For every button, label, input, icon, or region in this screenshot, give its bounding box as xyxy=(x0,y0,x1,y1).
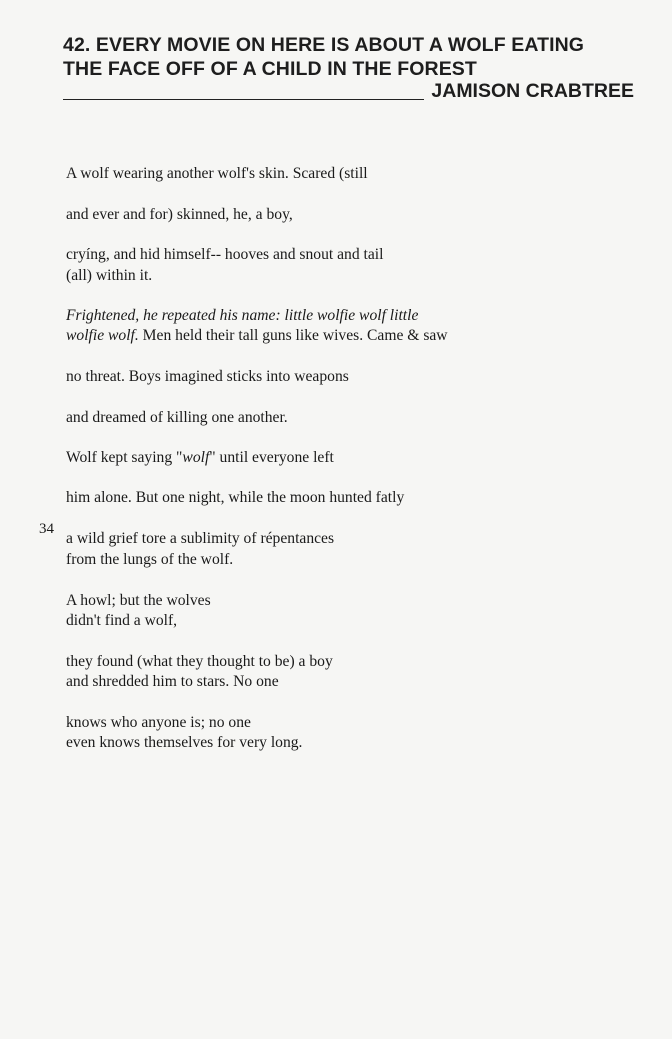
poem-line: even knows themselves for very long. xyxy=(66,734,303,751)
poem-line xyxy=(66,448,334,468)
show-through-bleed xyxy=(380,150,381,151)
poem-line-roman: Men held their tall guns like wives. Came & saw xyxy=(138,327,448,344)
poem-line: didn't find a wolf, xyxy=(66,612,178,629)
poem-title-line-2: THE FACE OFF OF A CHILD IN THE FOREST xyxy=(63,58,477,80)
poem-line: no threat. Boys imagined sticks into weapons xyxy=(66,368,349,385)
poem-title-line-1: 42. EVERY MOVIE ON HERE IS ABOUT A WOLF EATING xyxy=(63,34,585,56)
poem-title xyxy=(63,33,643,81)
poem-line: from the lungs of the wolf. xyxy=(66,551,234,568)
poem-line-italic: wolfie wolf. xyxy=(66,327,139,344)
page-number: 34 xyxy=(39,521,54,537)
poem-line-part: Wolf kept saying " xyxy=(66,449,183,466)
poem-author: JAMISON CRABTREE xyxy=(431,80,634,102)
poem-line: (all) within it. xyxy=(66,267,153,284)
poem-line: a wild grief tore a sublimity of répentances xyxy=(66,530,335,547)
title-rule xyxy=(63,99,424,100)
poem-line: him alone. But one night, while the moon hunted fatly xyxy=(66,489,405,506)
poem-line-part: " until everyone left xyxy=(209,449,334,466)
poem-line: and shredded him to stars. No one xyxy=(66,673,279,690)
poem-line: Frightened, he repeated his name: little wolfie wolf little xyxy=(66,307,419,324)
poem-line: cryíng, and hid himself-- hooves and snout and tail xyxy=(66,246,384,263)
poem-line-italic: wolf xyxy=(182,449,210,466)
poem-line: A wolf wearing another wolf's skin. Scared (still xyxy=(66,165,368,182)
poem-line: A howl; but the wolves xyxy=(66,592,211,609)
poem-line: and ever and for) skinned, he, a boy, xyxy=(66,206,293,223)
poem-line: they found (what they thought to be) a boy xyxy=(66,653,333,670)
poem-line: and dreamed of killing one another. xyxy=(66,409,288,426)
poem-line: knows who anyone is; no one xyxy=(66,714,251,731)
poem-line xyxy=(66,326,448,346)
